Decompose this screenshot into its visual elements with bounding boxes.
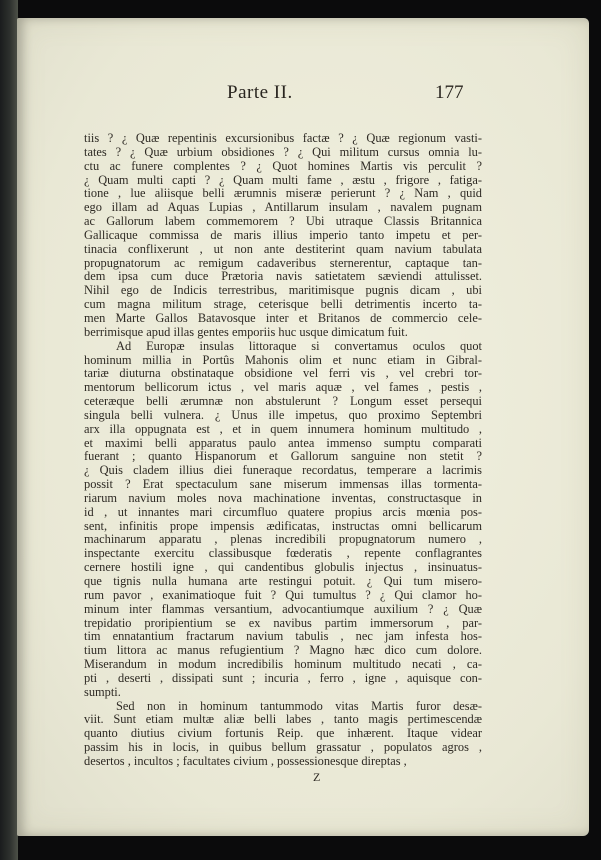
text-line: machinarum apparatu , plenas incredibili propugnatorum numero , bbox=[84, 532, 482, 547]
text-line: tiis ? ¿ Quæ repentinis excursionibus factæ ? ¿ Quæ regionum vasti- bbox=[84, 131, 482, 145]
text-line: tinacia conflixerunt , ut non ante destiterint quam navium tabulata bbox=[84, 241, 482, 256]
book-page bbox=[17, 18, 589, 836]
text-line: ¿ Quam multi capti ? ¿ Quam multi fame , æstu , frigore , fatiga- bbox=[84, 172, 482, 187]
text-line: pti , deserti , dissipati sunt ; incuria , ferro , igne , aquisque con- bbox=[84, 670, 482, 685]
text-line: Sed non in hominum tantummodo vitas Martis furor desæ- bbox=[116, 698, 482, 713]
book-spine bbox=[0, 0, 18, 860]
text-line: ac Gallorum labem commemorem ? Ubi utraque Classis Britannica bbox=[84, 214, 482, 229]
text-line: possit ? Erat spectaculum sane miserum immensas illas tormenta- bbox=[84, 477, 482, 492]
signature-mark: Z bbox=[313, 770, 321, 784]
page-header bbox=[17, 82, 589, 108]
text-line: ¿ Quis cladem illius diei funeraque recordatus, temperare a lacrimis bbox=[84, 463, 482, 478]
text-line: tariæ diuturna obstinataque obsidione vel ferri vis , vel crebri tor- bbox=[84, 366, 482, 381]
text-line: tim ennatantium fractarum navium tabulis , nec jam infesta hos- bbox=[84, 629, 482, 644]
text-line: Miserandum in modum incredibilis hominum multitudo necati , ca- bbox=[84, 657, 482, 672]
text-line: sent, infinitis prope impensis ædificatas, instructas omni bellicarum bbox=[84, 518, 482, 533]
text-line: tium littora ac manus refugientium ? Magno hæc dico cum dolore. bbox=[84, 643, 482, 658]
text-line: riarum navium moles nova machinatione inventas, constructasque in bbox=[84, 490, 482, 505]
text-line: desertos , incultos ; facultates civium , possessionesque direptas , bbox=[84, 753, 407, 768]
text-line: berrimisque apud illas gentes emporiis huc usque dimicatum fuit. bbox=[84, 324, 408, 339]
page-number: 177 bbox=[435, 82, 464, 103]
text-line: id , ut innantes mari circumfluo quatere propius arcis mœnia pos- bbox=[84, 504, 482, 519]
text-line: Gallicaque commissa de maris illius imperio tanto impetu et per- bbox=[84, 227, 482, 242]
text-line: dem ipsa cum duce Prætoria navis satietatem sæviendi attulisset. bbox=[84, 269, 482, 284]
text-line: sumpti. bbox=[84, 684, 121, 699]
text-line: men Marte Gallos Batavosque inter et Britanos de commercio cele- bbox=[84, 310, 482, 325]
text-line: hominum millia in Portûs Mahonis olim et nunc etiam in Gibral- bbox=[84, 352, 482, 367]
text-line: tione , lue aliisque belli ærumnis miseræ perierunt ? ¿ Nam , quid bbox=[84, 186, 482, 201]
text-line: arx illa oppugnata est , et in quem innumera hominum multitudo , bbox=[84, 421, 482, 436]
text-line: Nihil ego de Indicis terrestribus, maritimisque pugnis dicam , ubi bbox=[84, 283, 482, 298]
text-line: rum pavor , exanimatioque fuit ? Qui tumultus ? ¿ Qui clamor ho- bbox=[84, 587, 482, 602]
text-line: Ad Europæ insulas littoraque si convertamus oculos quot bbox=[116, 338, 482, 353]
text-line: ctu ac funere complentes ? ¿ Quot homines Martis vis perculit ? bbox=[84, 158, 482, 173]
text-line: cum magna militum strage, ceterisque belli detrimentis incerto ta- bbox=[84, 297, 482, 312]
text-line: singula belli vulnera. ¿ Unus ille impetus, quo proximo Septembri bbox=[84, 407, 482, 422]
text-line: mentorum bellicorum ictus , vel maris aquæ , vel fames , pestis , bbox=[84, 380, 482, 395]
paragraph bbox=[84, 132, 482, 340]
text-line: cernere hostili igne , qui candentibus globulis injectus , insinuatus- bbox=[84, 560, 482, 575]
text-line: quanto diutius civium fortunis Reip. que inhærent. Itaque videar bbox=[84, 726, 482, 741]
text-line: et maximi belli apparatus paulo antea immenso sumptu comparati bbox=[84, 435, 482, 450]
body-text bbox=[84, 132, 482, 769]
text-line: propugnatorum ac remigum cadaveribus sternerentur, captaque tan- bbox=[84, 255, 482, 270]
text-line: passim his in locis, in quibus bellum grassatur , populatos agros , bbox=[84, 740, 482, 755]
text-line: ego illam ad Aquas Lupias , Antillarum insulam , navalem pugnam bbox=[84, 200, 482, 215]
paragraph bbox=[84, 340, 482, 700]
text-line: inspectante exercitu classibusque fœderatis , repente conflagrantes bbox=[84, 546, 482, 561]
text-line: fuerant ; quanto Hispanorum et Gallorum sanguine non stetit ? bbox=[84, 449, 482, 464]
text-line: minum inter flammas versantium, advocantiumque auxilium ? ¿ Quæ bbox=[84, 601, 482, 616]
running-head: Parte II. bbox=[227, 82, 293, 103]
text-line: trepidatio proripientium se ex navibus partim immersorum , par- bbox=[84, 615, 482, 630]
text-line: viit. Sunt etiam multæ aliæ belli labes , tanto magis pertimescendæ bbox=[84, 712, 482, 727]
paragraph bbox=[84, 700, 482, 769]
text-line: que tignis nulla humana arte restingui potuit. ¿ Qui tum misero- bbox=[84, 574, 482, 588]
text-line: tates ? ¿ Quæ urbium obsidiones ? ¿ Qui militum cursus omnia lu- bbox=[84, 144, 482, 159]
text-line: ceteræque belli ærumnæ non abstulerunt ? Longum esset persequi bbox=[84, 394, 482, 409]
